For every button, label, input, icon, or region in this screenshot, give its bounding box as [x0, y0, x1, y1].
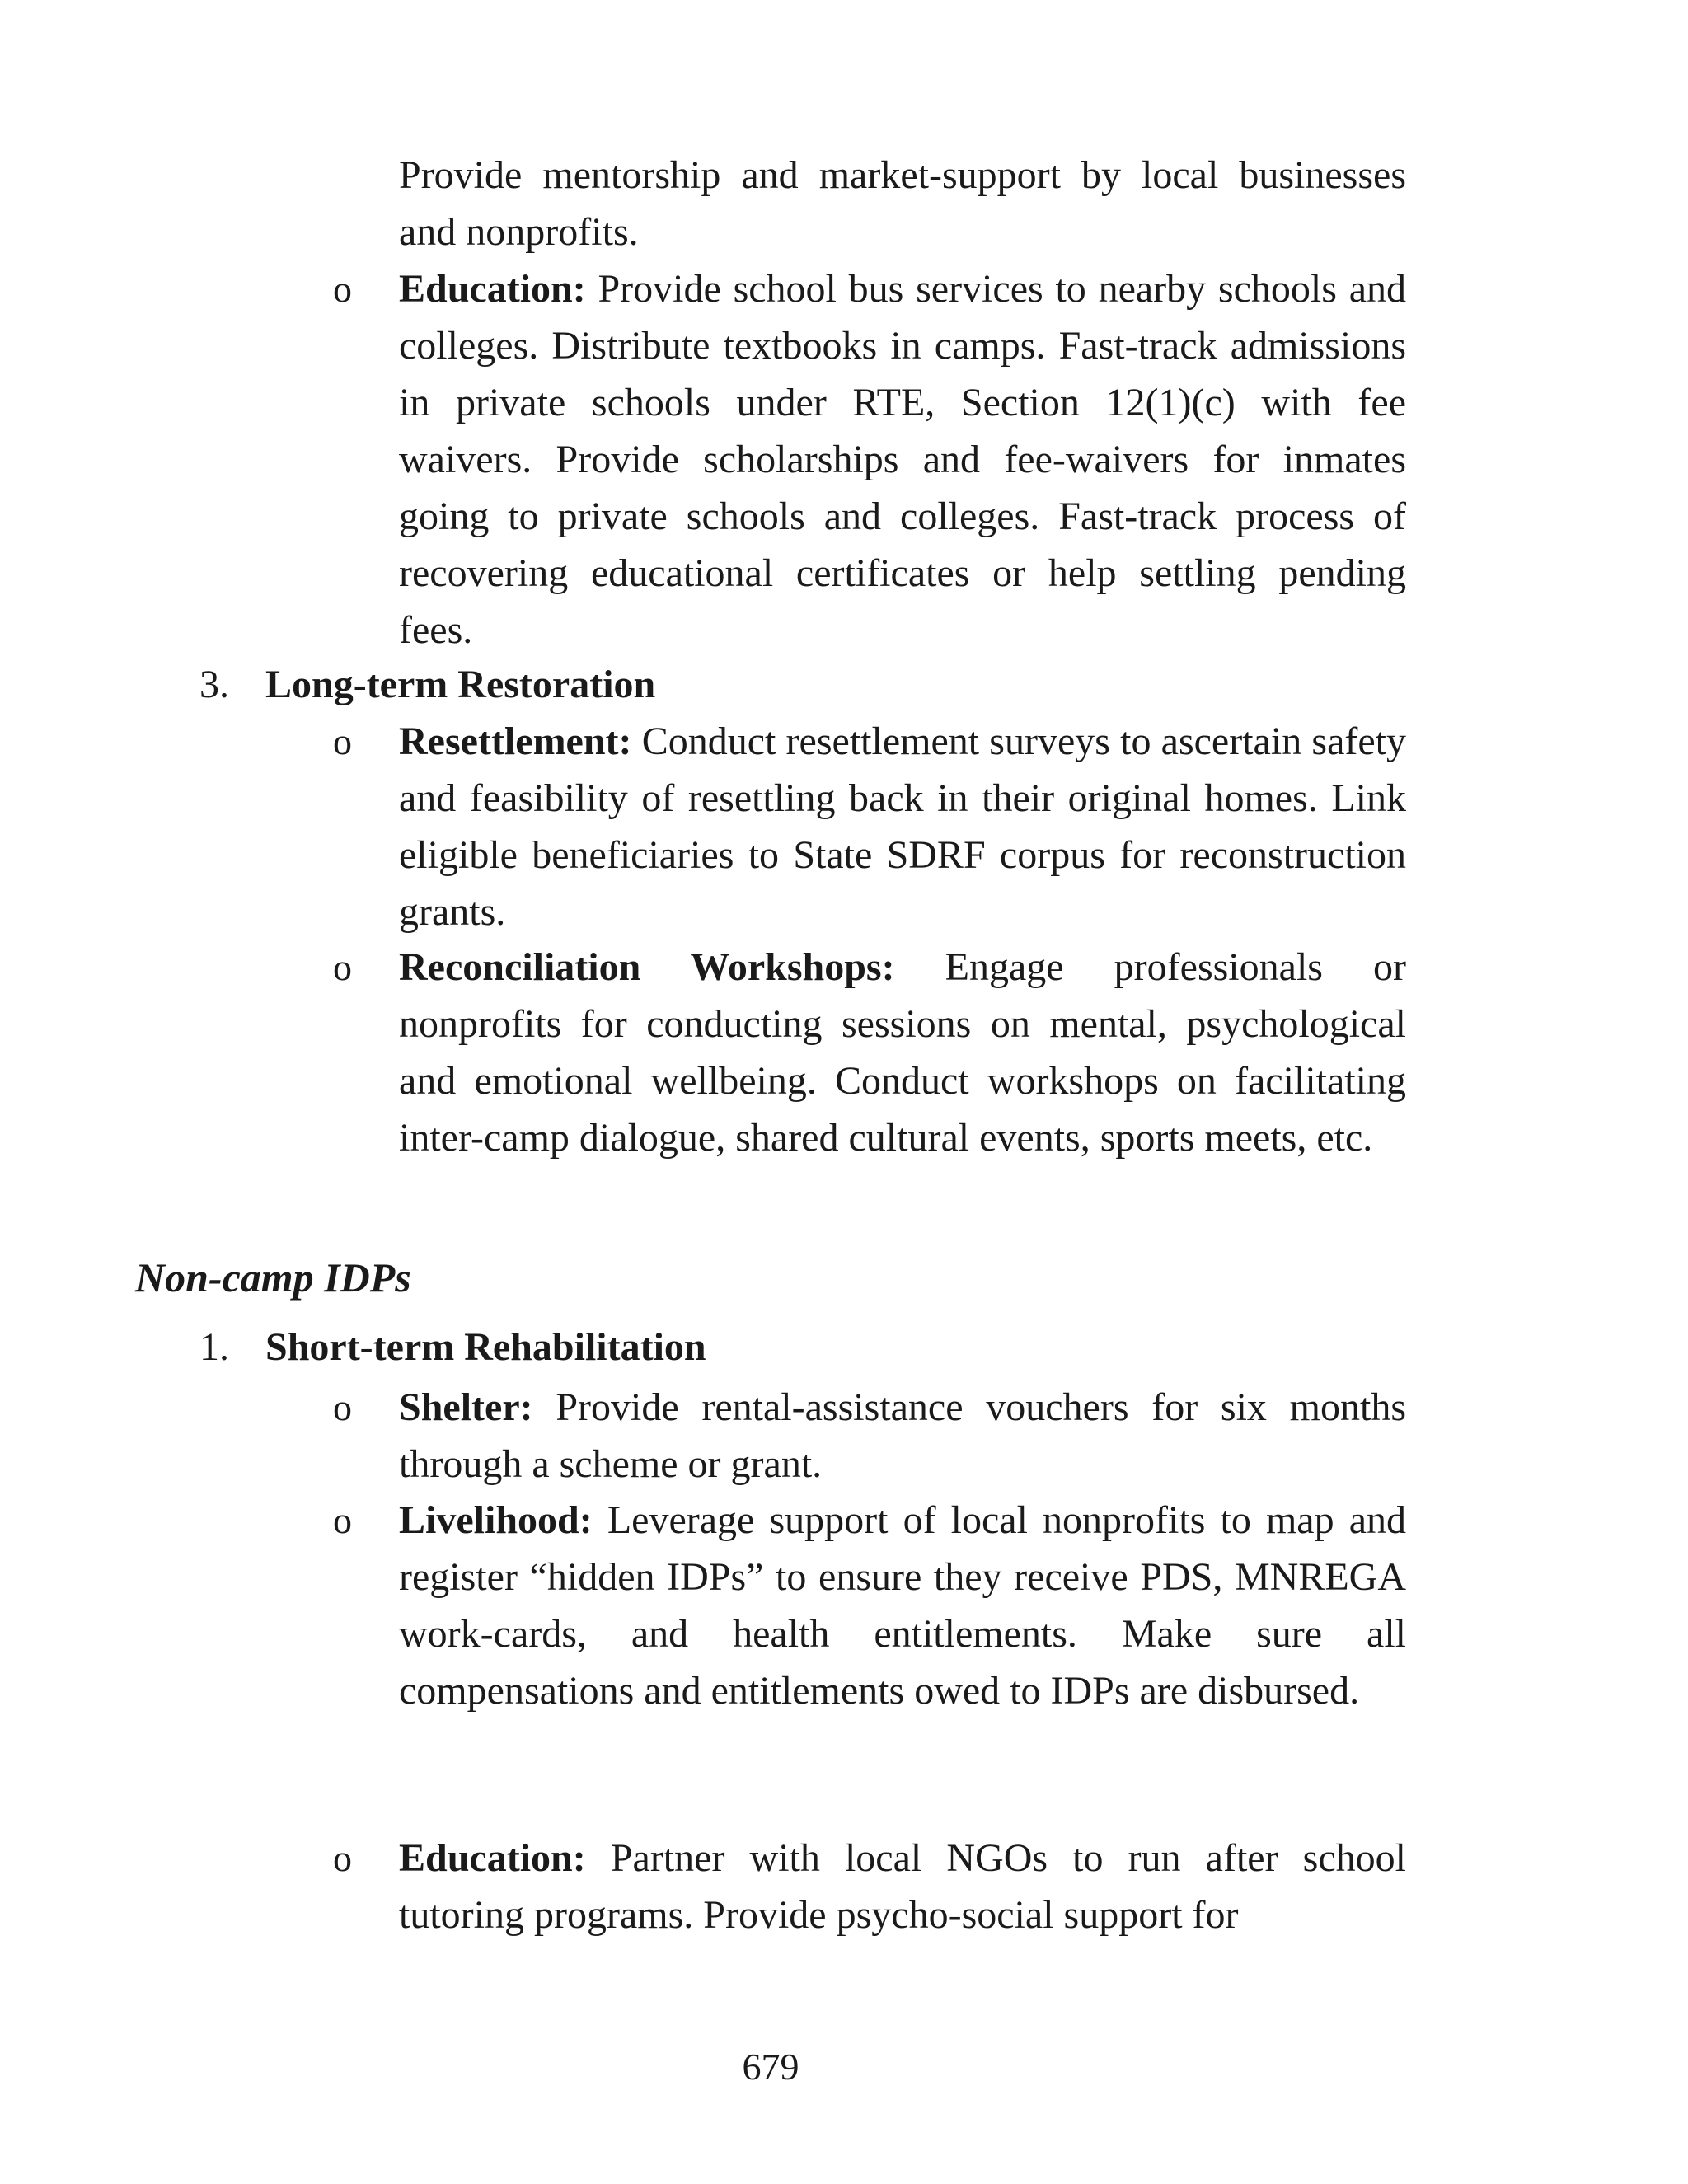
item-lead: Shelter:	[399, 1385, 533, 1429]
list-item-education-noncamp	[399, 1830, 1406, 1943]
numbered-heading-short-term	[199, 1319, 706, 1376]
section-title-non-camp: Non-camp IDPs	[135, 1254, 411, 1301]
item-lead: Education:	[399, 1836, 586, 1880]
list-item-reconciliation	[399, 939, 1406, 1166]
item-text: Leverage support of local nonprofits to map and register “hidden IDPs” to ensure they receive PDS, MNREGA work-cards, and health entitlements. Make sure all compensations and entitlements owed to IDPs are disbursed.	[399, 1498, 1406, 1713]
heading-text: Short-term Rehabilitation	[265, 1325, 706, 1369]
item-text: Provide school bus services to nearby schools and colleges. Distribute textbooks in camps. Fast-track admissions in private schools under RTE, Section 12(1)(c) with fee waivers. Provide scholarships and fee-waivers for inmates going to private schools and colleges. Fast-track process of recovering educational certificates or help settling pending fees.	[399, 267, 1406, 652]
bullet-marker: o	[333, 946, 352, 988]
list-item-shelter	[399, 1379, 1406, 1493]
heading-number: 1.	[199, 1325, 229, 1369]
heading-text: Long-term Restoration	[265, 663, 656, 706]
continued-paragraph	[399, 147, 1406, 260]
bullet-marker: o	[333, 1837, 352, 1879]
page-number: 679	[742, 2046, 799, 2088]
item-lead: Reconciliation Workshops:	[399, 945, 895, 989]
bullet-marker: o	[333, 1499, 352, 1541]
continued-paragraph-text: Provide mentorship and market-support by local businesses and nonprofits.	[399, 153, 1406, 254]
item-text: Conduct resettlement surveys to ascertain safety and feasibility of resettling back in their original homes. Link eligible beneficiaries to State SDRF corpus for reconstruction grants.	[399, 719, 1406, 934]
numbered-heading-long-term	[199, 656, 655, 713]
list-item-livelihood	[399, 1492, 1406, 1719]
item-text: Engage professionals or nonprofits for conducting sessions on mental, psychological and emotional wellbeing. Conduct workshops on facilitating inter-camp dialogue, shared cultural events, sports meets, etc.	[399, 945, 1407, 1160]
bullet-marker: o	[333, 268, 352, 310]
item-lead: Resettlement:	[399, 719, 632, 763]
bullet-marker: o	[333, 720, 352, 762]
item-lead: Education:	[399, 267, 586, 311]
bullet-marker: o	[333, 1386, 352, 1428]
item-text: Provide rental-assistance vouchers for six months through a scheme or grant.	[399, 1385, 1406, 1486]
item-text: Partner with local NGOs to run after school tutoring programs. Provide psycho-social support for	[399, 1836, 1406, 1937]
item-lead: Livelihood:	[399, 1498, 593, 1542]
list-item-education-camp	[399, 260, 1406, 658]
list-item-resettlement	[399, 713, 1406, 940]
heading-number: 3.	[199, 663, 229, 706]
